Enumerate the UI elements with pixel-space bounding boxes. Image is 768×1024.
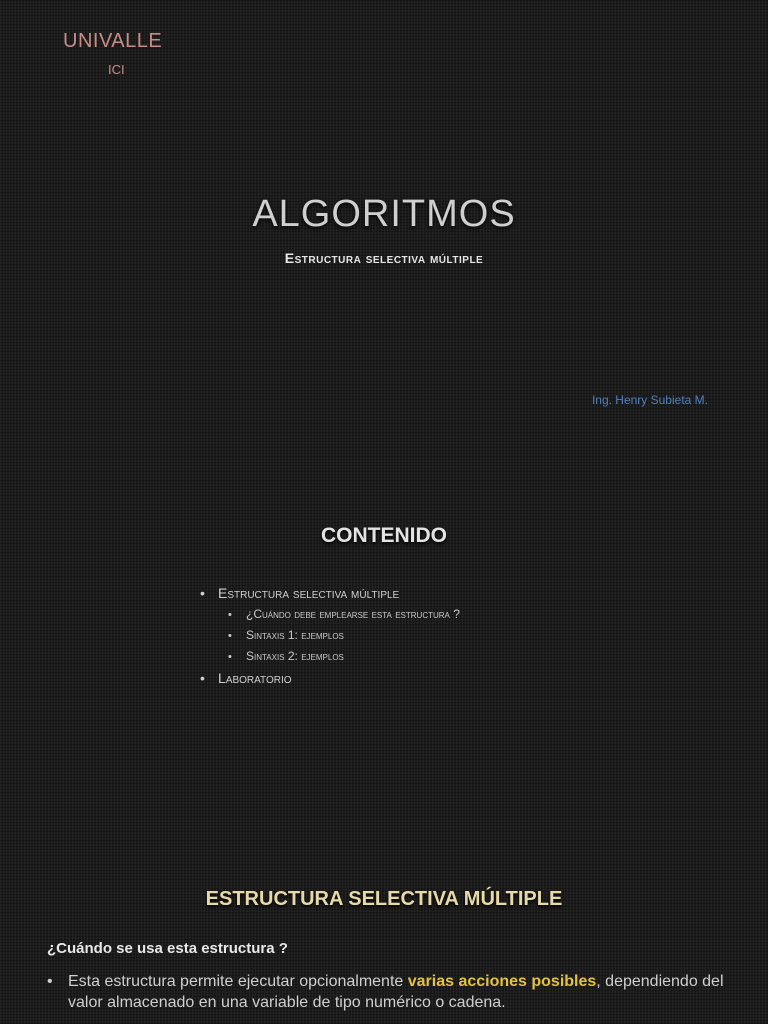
bullet-icon: • (228, 630, 232, 642)
bullet-icon: • (228, 651, 232, 663)
structure-title: ESTRUCTURA SELECTIVA MÚLTIPLE (205, 888, 563, 910)
list-item-label: ¿Cuándo debe emplearse esta estructura ? (246, 607, 460, 621)
list-item (228, 607, 620, 621)
list-item (228, 649, 620, 663)
list-item-label: Laboratorio (218, 670, 292, 686)
contents-title: CONTENIDO (321, 524, 447, 547)
highlighted-phrase: varias acciones posibles (407, 973, 597, 990)
institution-label: UNIVALLE (63, 30, 163, 52)
list-item (228, 628, 620, 642)
title-slide (0, 0, 768, 470)
question-heading: ¿Cuándo se usa esta estructura ? (47, 940, 288, 957)
presentation-title: ALGORITMOS (252, 193, 516, 235)
paragraph-text-start: Esta estructura permite ejecutar opcionalmente (68, 973, 408, 990)
author-name: Ing. Henry Subieta M. (591, 393, 708, 407)
paragraph-text (68, 971, 737, 1013)
contents-slide (0, 470, 768, 850)
list-item-label: Sintaxis 2: ejemplos (246, 649, 344, 663)
structure-slide (0, 850, 768, 1024)
paragraph-text-end: , dependiendo del valor almacenado en una variable de tipo numérico o cadena. (68, 973, 724, 1011)
list-item (200, 585, 620, 601)
unit-label: ICI (108, 62, 125, 77)
list-item (200, 670, 620, 686)
bullet-icon: • (228, 609, 232, 621)
list-item-label: Sintaxis 1: ejemplos (246, 628, 344, 642)
bullet-icon: • (200, 670, 205, 686)
bullet-icon: • (47, 973, 53, 990)
body-paragraph (47, 971, 737, 1013)
bullet-icon: • (200, 585, 205, 601)
list-item-label: Estructura selectiva múltiple (218, 585, 400, 601)
presentation-subtitle: Estructura selectiva múltiple (284, 250, 484, 266)
contents-list (200, 585, 620, 692)
